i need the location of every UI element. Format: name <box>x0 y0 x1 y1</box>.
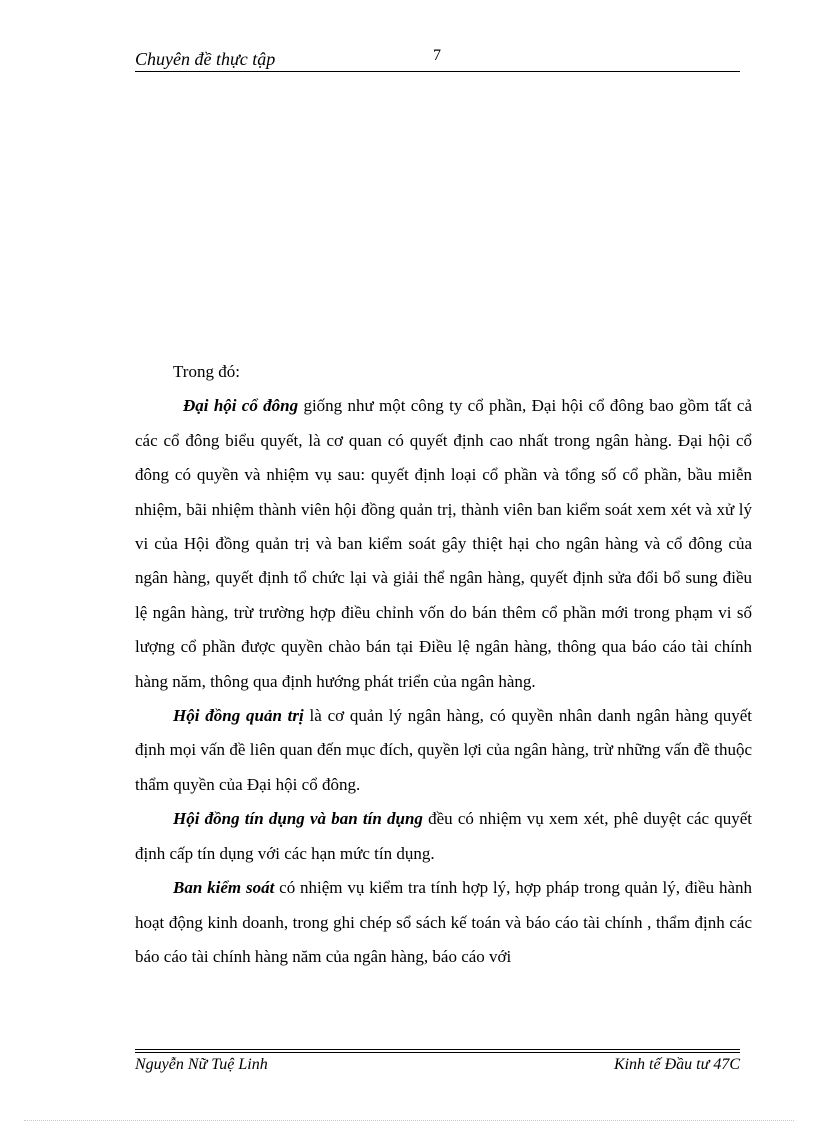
paragraph-credit-council <box>135 802 752 871</box>
page-number: 7 <box>433 47 441 64</box>
page-footer <box>135 1055 740 1077</box>
paragraph-text: là cơ quản lý ngân hàng, có quyền nhân danh ngân hàng quyết định mọi vấn đề liên quan đến mục đích, quyền lợi của ngân hàng, trừ những vấn đề thuộc thẩm quyền của Đại hội cổ đông. <box>135 706 752 794</box>
paragraph-text: có nhiệm vụ kiểm tra tính hợp lý, hợp pháp trong quản lý, điều hành hoạt động kinh doanh, trong ghi chép sổ sách kế toán và báo cáo tài chính , thẩm định các báo cáo tài chính hàng năm của ngân hàng, báo cáo với <box>135 878 753 966</box>
footer-rule-bottom <box>135 1052 740 1053</box>
paragraph-board-of-directors <box>135 699 752 802</box>
footer-author: Nguyễn Nữ Tuệ Linh <box>135 1056 268 1073</box>
lead-line: Trong đó: <box>173 362 240 381</box>
term-board-of-directors: Hội đồng quản trị <box>173 706 304 726</box>
header-rule <box>135 71 740 72</box>
term-supervisory-board: Ban kiểm soát <box>173 878 275 898</box>
paragraph-supervisory-board <box>135 871 752 974</box>
body-text <box>135 355 752 974</box>
paragraph-text: giống như một công ty cổ phần, Đại hội cổ đông bao gồm tất cả các cổ đông biểu quyết, là cơ quan có quyết định cao nhất trong ngân hàng. Đại hội cổ đông có quyền và nhiệm vụ sau: quyết định loại cổ phần và tổng số cổ phần, bầu miễn nhiệm, bãi nhiệm thành viên hội đồng quản trị, thành viên ban kiểm soát xem xét và xử lý vi của Hội đồng quản trị và ban kiểm soát gây thiệt hại cho ngân hàng và cổ đông của ngân hàng, quyết định tổ chức lại và giải thể ngân hàng, quyết định sửa đổi bổ sung điều lệ ngân hàng, trừ trường hợp điều chỉnh vốn do bán thêm cổ phần mới trong phạm vi số lượng cổ phần được quyền chào bán tại Điều lệ ngân hàng, thông qua báo cáo tài chính hàng năm, thông qua định hướng phát triển của ngân hàng. <box>135 396 752 691</box>
paragraph-text: đều có nhiệm vụ xem xét, phê duyệt các quyết định cấp tín dụng với các hạn mức tín dụng. <box>135 809 752 863</box>
footer-class: Kinh tế Đầu tư 47C <box>613 1056 740 1073</box>
paragraph-general-meeting <box>135 389 752 699</box>
header-title: Chuyên đề thực tập <box>135 49 276 69</box>
page-edge-divider <box>24 1120 794 1121</box>
term-credit-council: Hội đồng tín dụng và ban tín dụng <box>173 809 423 829</box>
page-header <box>135 48 740 72</box>
term-general-meeting: Đại hội cổ đông <box>183 396 299 416</box>
footer-rule-top <box>135 1049 740 1050</box>
